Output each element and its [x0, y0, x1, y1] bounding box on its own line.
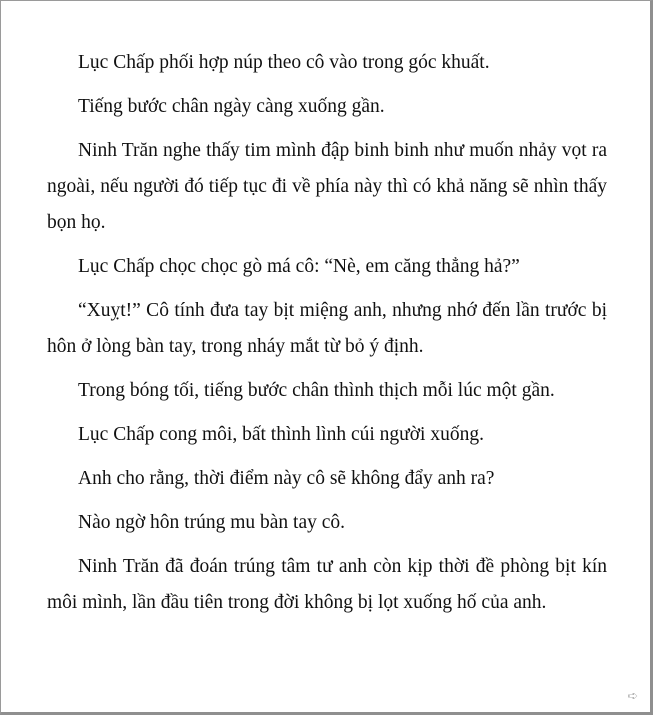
paragraph-10: Ninh Trăn đã đoán trúng tâm tư anh còn kịp thời đề phòng bịt kín môi mình, lần đầu tiên trong đời không bị lọt xuống hố của anh.	[47, 556, 607, 613]
paragraph-4: Lục Chấp chọc chọc gò má cô: “Nè, em căng thẳng hả?”	[78, 256, 520, 277]
next-page-arrow-icon[interactable]: ➪	[627, 689, 639, 704]
paragraph-9: Nào ngờ hôn trúng mu bàn tay cô.	[78, 512, 346, 533]
paragraph-5: “Xuỵt!” Cô tính đưa tay bịt miệng anh, nhưng nhớ đến lần trước bị hôn ở lòng bàn tay, trong nháy mắt từ bỏ ý định.	[47, 300, 607, 357]
paragraph-3: Ninh Trăn nghe thấy tim mình đập binh binh như muốn nhảy vọt ra ngoài, nếu người đó tiếp tục đi về phía này thì có khả năng sẽ nhìn thấy bọn họ.	[47, 140, 607, 233]
document-body	[47, 45, 607, 629]
paragraph-7: Lục Chấp cong môi, bất thình lình cúi người xuống.	[78, 424, 484, 445]
paragraph-8: Anh cho rằng, thời điểm này cô sẽ không đẩy anh ra?	[78, 468, 495, 489]
paragraph-1: Lục Chấp phối hợp núp theo cô vào trong góc khuất.	[78, 52, 490, 73]
paragraph-6: Trong bóng tối, tiếng bước chân thình thịch mỗi lúc một gần.	[78, 380, 555, 401]
paragraph-2: Tiếng bước chân ngày càng xuống gần.	[78, 96, 385, 117]
